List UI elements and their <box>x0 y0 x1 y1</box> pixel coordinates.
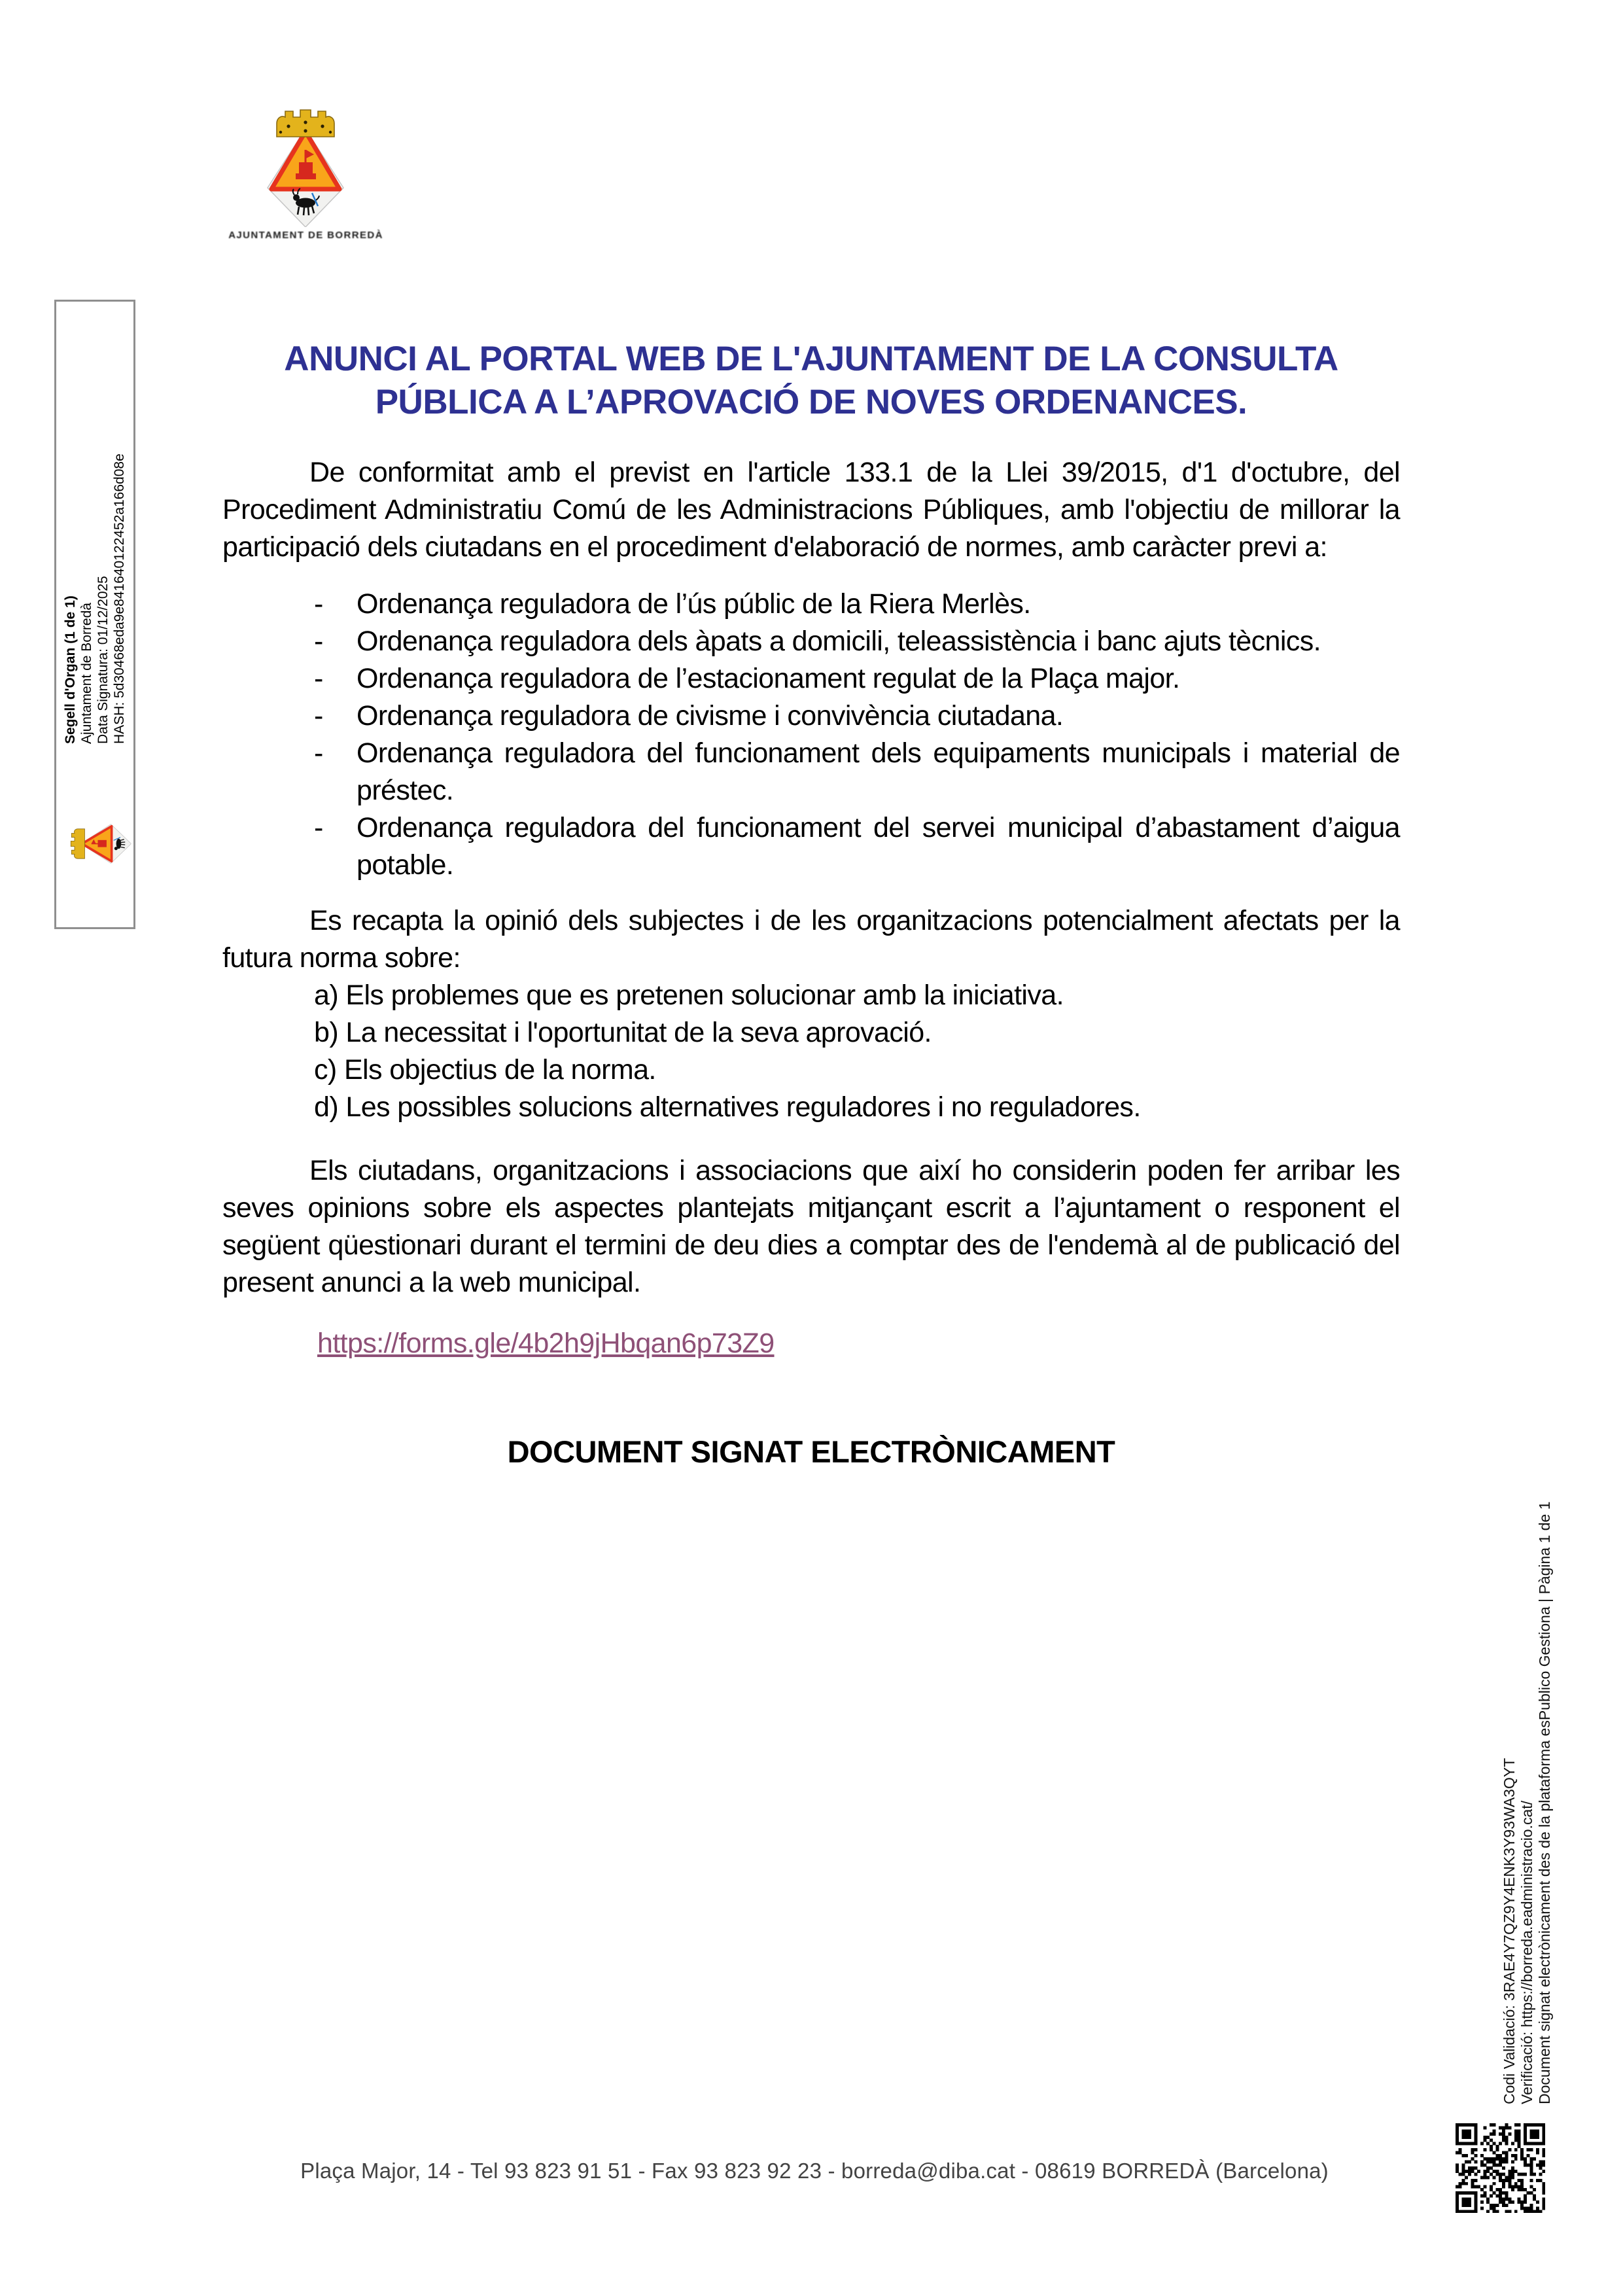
ordinance-text: Ordenança reguladora de l’ús públic de la Riera Merlès. <box>357 588 1031 620</box>
seal-line: Ajuntament de Borredà <box>79 603 94 744</box>
dash-marker: - <box>314 737 323 769</box>
qr-code-icon <box>1456 2123 1545 2213</box>
logo-caption: AJUNTAMENT DE BORREDÀ <box>228 230 383 241</box>
coat-of-arms-svg <box>266 96 345 227</box>
question-item: d) Les possibles solucions alternatives reguladores i no reguladores. <box>314 1091 1141 1123</box>
platform-signature-line: Document signat electrònicament des de la plataforma esPublico Gestiona | Pàgina 1 de 1 <box>1536 1501 1553 2104</box>
dash-marker: - <box>314 663 323 694</box>
ordinance-text: Ordenança reguladora de l’estacionament regulat de la Plaça major. <box>357 663 1180 694</box>
recapta-paragraph: Es recapta la opinió dels subjectes i de les organitzacions potencialment afectats per la futura norma sobre: <box>222 905 1400 974</box>
ordinance-item <box>222 698 1400 735</box>
seal-line: HASH: 5d30468eda9e841640122452a166d08e <box>112 453 127 744</box>
ordinance-text: Ordenança reguladora dels àpats a domicili, teleassistència i banc ajuts tècnics. <box>357 626 1321 657</box>
ordinance-list <box>222 586 1400 884</box>
title-line-1: ANUNCI AL PORTAL WEB DE L'AJUNTAMENT DE LA CONSULTA <box>284 340 1338 378</box>
ordinance-text: Ordenança reguladora de civisme i convivència ciutadana. <box>357 700 1064 732</box>
seal-coat-of-arms-svg <box>64 824 131 864</box>
seal-line: Data Signatura: 01/12/2025 <box>96 576 111 744</box>
ordinance-item <box>222 660 1400 698</box>
form-link[interactable]: https://forms.gle/4b2h9jHbqan6p73Z9 <box>317 1328 775 1359</box>
signed-heading: DOCUMENT SIGNAT ELECTRÒNICAMENT <box>507 1434 1115 1469</box>
ordinance-item <box>222 586 1400 623</box>
seal-coat-of-arms-icon <box>64 824 131 864</box>
ordinance-text: Ordenança reguladora del funcionament dels equipaments municipals i material de préstec. <box>357 737 1400 806</box>
intro-paragraph: De conformitat amb el previst en l'article 133.1 de la Llei 39/2015, d'1 d'octubre, del Procediment Administratiu Comú de les Administracions Públiques, amb l'objectiu de millorar la participació dels ciutadans en el procediment d'elaboració de normes, amb caràcter previ a: <box>222 457 1400 563</box>
seal-line: Segell d'Organ (1 de 1) <box>63 595 78 744</box>
seal-text <box>62 302 128 744</box>
dash-marker: - <box>314 626 323 657</box>
ordinance-item <box>222 735 1400 809</box>
validation-sidebar <box>1501 1502 1554 2104</box>
dash-marker: - <box>314 588 323 620</box>
validation-code-line: Codi Validació: 3RAE4Y7QZ9Y4ENK3Y93WA3QYT <box>1501 1757 1518 2104</box>
title-line-2: PÚBLICA A L’APROVACIÓ DE NOVES ORDENANCES. <box>375 383 1248 421</box>
question-item: b) La necessitat i l'oportunitat de la seva aprovació. <box>314 1017 932 1048</box>
footer-address: Plaça Major, 14 - Tel 93 823 91 51 - Fax 93 823 92 23 - borreda@diba.cat - 08619 BORREDÀ (Barcelona) <box>300 2159 1329 2183</box>
ordinance-item <box>222 809 1400 884</box>
page-title <box>222 338 1400 424</box>
dash-marker: - <box>314 700 323 732</box>
question-list <box>222 977 1400 1126</box>
link-line <box>317 1325 1400 1362</box>
document-body <box>222 338 1400 1470</box>
ciutadans-paragraph: Els ciutadans, organitzacions i associacions que així ho considerin poden fer arribar les seves opinions sobre els aspectes plantejats mitjançant escrit a l’ajuntament o responent el següent qüestionari durant el termini de deu dies a comptar des de l'endemà al de publicació del present anunci a la web municipal. <box>222 1155 1400 1298</box>
verification-url-line: Verificació: https://borreda.eadministracio.cat/ <box>1518 1800 1535 2104</box>
dash-marker: - <box>314 812 323 843</box>
ordinance-text: Ordenança reguladora del funcionament del servei municipal d’abastament d’aigua potable. <box>357 812 1400 881</box>
ordinance-item <box>222 623 1400 660</box>
qr-code-svg <box>1456 2123 1545 2213</box>
question-item: a) Els problemes que es pretenen solucionar amb la iniciativa. <box>314 980 1064 1011</box>
coat-of-arms-icon <box>266 96 345 227</box>
question-item: c) Els objectius de la norma. <box>314 1054 656 1086</box>
